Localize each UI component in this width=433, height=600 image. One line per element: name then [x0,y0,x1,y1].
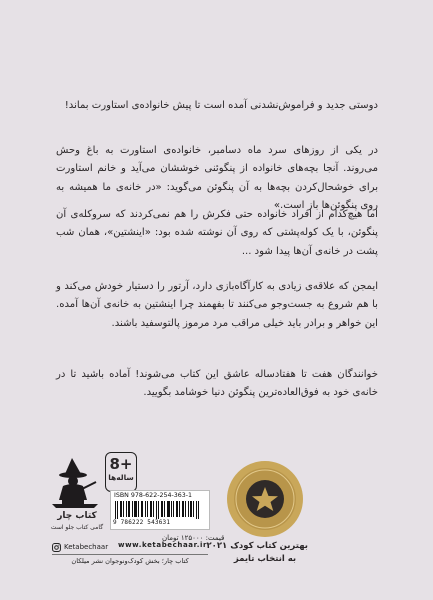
instagram-contact [52,541,108,553]
footer-divider [52,554,208,555]
story-paragraph-1: در یکی از روزهای سرد ماه دسامبر، خانواده‌ی استاورت به باغ وحش می‌روند. آنجا بچه‌های خانواده از پنگوئنی خوششان می‌آید و خانم استاورت برای خوشحال‌کردن بچه‌ها به آن پنگوئن می‌گوید: «در خانه‌ی ما همیشه به روی پنگوئن‌ها باز است.» [56,145,378,212]
publisher-witch-logo-icon [50,454,100,510]
story-paragraph-2: اما هیچ‌کدام از افراد خانواده حتی فکرش را هم نمی‌کردند که سروکله‌ی آن پنگوئن، با یک کوله‌پشتی که روی آن نوشته شده بود: «اینشتین»، همان شب پشت در خانه‌ی آن‌ها پیدا شود ... [56,209,378,257]
barcode-label [110,490,210,530]
age-rating-number: 8+ [109,455,133,473]
isbn-number: ISBN 978-622-254-363-1 [114,492,193,499]
closing-paragraph: خوانندگان هفت تا هفتادساله عاشق این کتاب می‌شوند! آماده باشید تا در خانه‌ی خود به فوق‌العاده‌ترین پنگوئن دنیا خوشامد بگویید. [56,369,378,399]
age-rating-badge [105,452,137,492]
publisher-slogan: گامی کتاب جلو است [50,524,104,531]
publisher-brand-name: کتاب چار [57,511,97,521]
story-paragraph-3: ایمجن که علاقه‌ی زیادی به کارآگاه‌بازی دارد، آرتور را دستیار خودش می‌کند و با هم شروع به جست‌وجو می‌کنند تا بفهمند چرا اینشتین به خانه‌ی آن‌ها آمده. این خواهر و برادر باید خیلی مراقب مرد مرموز پالتوسفید باشند. [56,281,378,329]
instagram-icon [52,543,61,552]
barcode-digits: 9 786222 543631 [113,519,171,526]
award-title: بهترین کتاب کودک ۲۰۲۱ [206,541,308,551]
award-medal-icon [225,459,305,539]
publisher-imprint-line: کتاب چار؛ بخش کودک‌ونوجوان نشر میلکان [71,557,189,565]
instagram-handle: Ketabechaar [64,543,109,551]
award-source: به انتخاب تایمز [233,554,297,564]
age-rating-label: ساله‌ها [108,473,134,482]
website-url: www.ketabechaar.ir [118,541,207,549]
barcode-icon [115,501,205,519]
price-label: قیمت: ۱۲۵۰۰۰ تومان [162,534,225,542]
intro-paragraph: دوستی جدید و فراموش‌نشدنی آمده است تا پیش خانواده‌ی استاورت بماند! [64,100,378,111]
